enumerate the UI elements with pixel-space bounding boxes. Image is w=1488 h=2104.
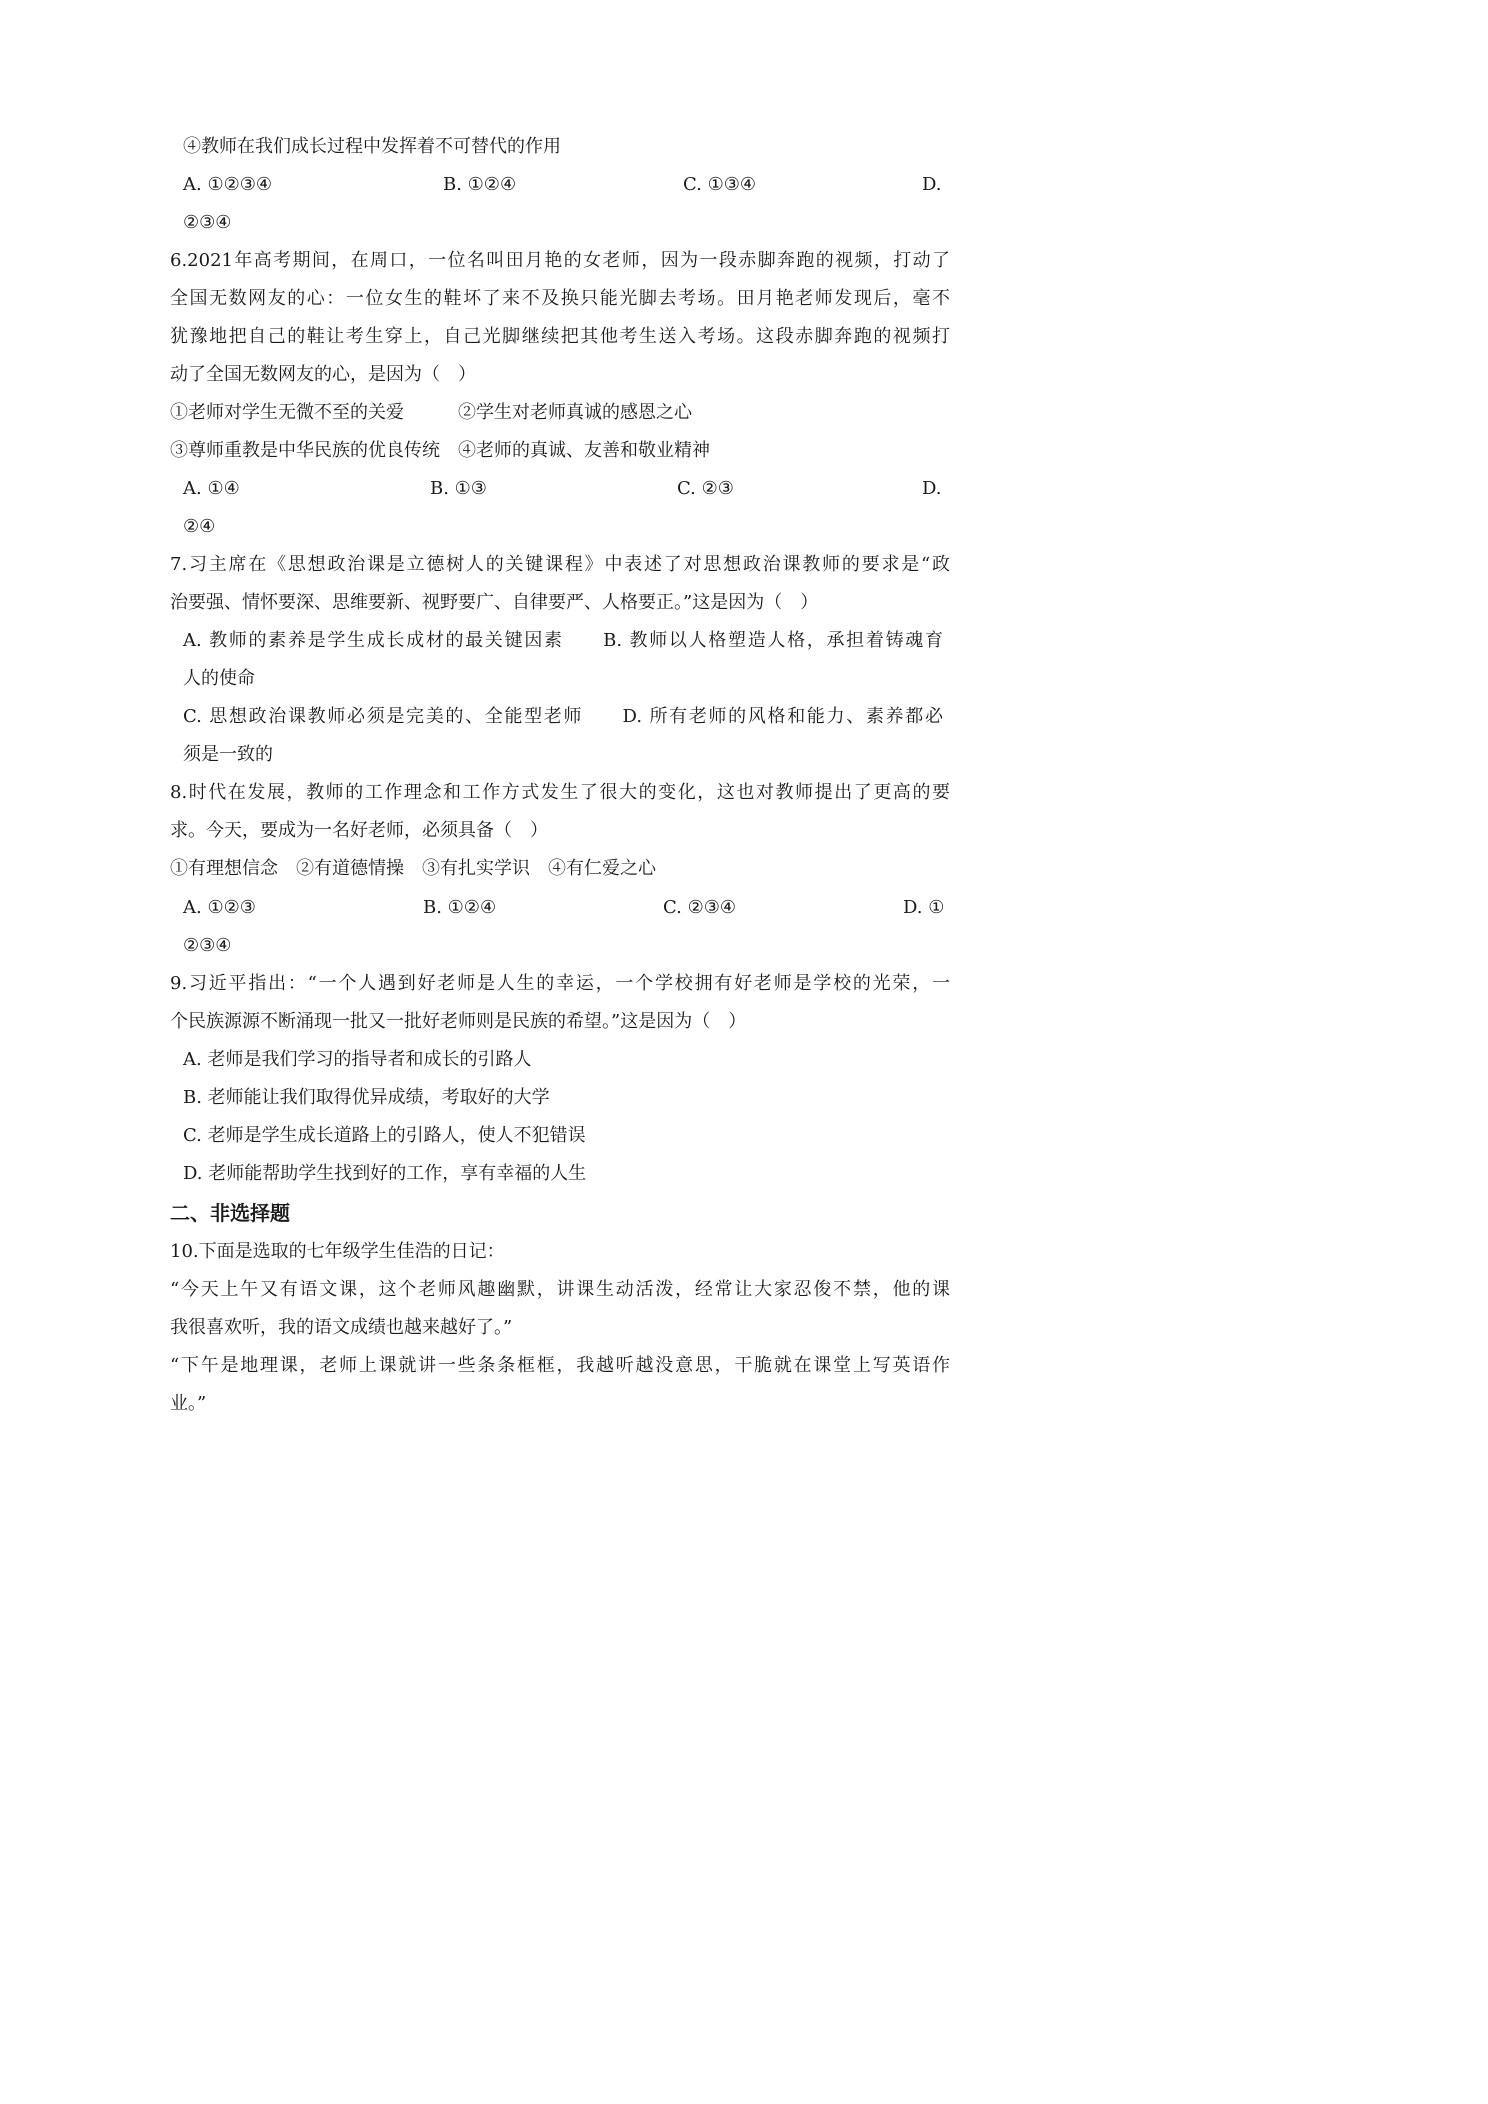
- q9-option-d: D. 老师能帮助学生找到好的工作，享有幸福的人生: [183, 1163, 587, 1184]
- q8-option-a: A. ①②③: [183, 897, 256, 918]
- q8-option-c: C. ②③④: [663, 897, 736, 918]
- q7-options-ab: A. 教师的素养是学生成长成材的最关键因素 B. 教师以人格塑造人格，承担着铸魂育: [183, 630, 943, 651]
- q8-stem-line: 8.时代在发展，教师的工作理念和工作方式发生了很大的变化，这也对教师提出了更高的要: [170, 782, 950, 803]
- q6-option-b: B. ①③: [430, 478, 487, 499]
- q6-stem-line: 全国无数网友的心：一位女生的鞋坏了来不及换只能光脚去考场。田月艳老师发现后，毫不: [170, 288, 950, 309]
- section-heading: 二、非选择题: [170, 1201, 290, 1225]
- q8-option-b: B. ①②④: [423, 897, 497, 918]
- q10-stem-line: 10.下面是选取的七年级学生佳浩的日记：: [170, 1241, 505, 1262]
- q6-stem-line: 犹豫地把自己的鞋让考生穿上，自己光脚继续把其他考生送入考场。这段赤脚奔跑的视频打: [170, 326, 950, 347]
- q6-stem-line: 6.2021年高考期间，在周口，一位名叫田月艳的女老师，因为一段赤脚奔跑的视频，打动了: [170, 250, 950, 271]
- q6-option-d-cont: ②④: [183, 516, 216, 537]
- q6-statements: ①老师对学生无微不至的关爱 ②学生对老师真诚的感恩之心: [170, 402, 692, 423]
- q7-options-cd: C. 思想政治课教师必须是完美的、全能型老师 D. 所有老师的风格和能力、素养都必: [183, 706, 943, 727]
- q5-statement-4: ④教师在我们成长过程中发挥着不可替代的作用: [183, 136, 561, 157]
- q6-option-c: C. ②③: [677, 478, 734, 499]
- q10-diary-line: 我很喜欢听，我的语文成绩也越来越好了。”: [170, 1317, 513, 1338]
- q9-option-c: C. 老师是学生成长道路上的引路人，使人不犯错误: [183, 1125, 586, 1146]
- q7-stem-line: 治要强、情怀要深、思维要新、视野要广、自律要严、人格要正。”这是因为（ ）: [170, 592, 819, 613]
- q9-stem-line: 9.习近平指出：“一个人遇到好老师是人生的幸运，一个学校拥有好老师是学校的光荣，一: [170, 973, 950, 994]
- q6-statements: ③尊师重教是中华民族的优良传统 ④老师的真诚、友善和敬业精神: [170, 440, 710, 461]
- q9-stem-line: 个民族源源不断涌现一批又一批好老师则是民族的希望。”这是因为（ ）: [170, 1011, 747, 1032]
- q6-option-d: D.: [922, 478, 942, 499]
- q10-diary-line: “今天上午又有语文课，这个老师风趣幽默，讲课生动活泼，经常让大家忍俊不禁，他的课: [170, 1279, 950, 1300]
- q5-option-c: C. ①③④: [683, 174, 756, 195]
- q8-statements: ①有理想信念 ②有道德情操 ③有扎实学识 ④有仁爱之心: [170, 858, 656, 879]
- q9-option-b: B. 老师能让我们取得优异成绩，考取好的大学: [183, 1087, 550, 1108]
- q8-option-d-cont: ②③④: [183, 935, 232, 956]
- q7-options-ab-cont: 人的使命: [183, 668, 255, 689]
- q5-option-d: D.: [922, 174, 942, 195]
- q5-option-a: A. ①②③④: [183, 174, 272, 195]
- q5-option-b: B. ①②④: [443, 174, 517, 195]
- q10-diary-line: 业。”: [170, 1393, 207, 1414]
- q8-option-d: D. ①: [903, 897, 945, 918]
- q6-option-a: A. ①④: [183, 478, 240, 499]
- q8-stem-line: 求。今天，要成为一名好老师，必须具备（ ）: [170, 820, 548, 841]
- q7-stem-line: 7.习主席在《思想政治课是立德树人的关键课程》中表述了对思想政治课教师的要求是“政: [170, 554, 950, 575]
- q9-option-a: A. 老师是我们学习的指导者和成长的引路人: [183, 1049, 532, 1070]
- q7-options-cd-cont: 须是一致的: [183, 744, 273, 765]
- q5-option-d-cont: ②③④: [183, 212, 232, 233]
- q10-diary-line: “下午是地理课，老师上课就讲一些条条框框，我越听越没意思，干脆就在课堂上写英语作: [170, 1355, 950, 1376]
- q6-stem-line: 动了全国无数网友的心，是因为（ ）: [170, 364, 476, 385]
